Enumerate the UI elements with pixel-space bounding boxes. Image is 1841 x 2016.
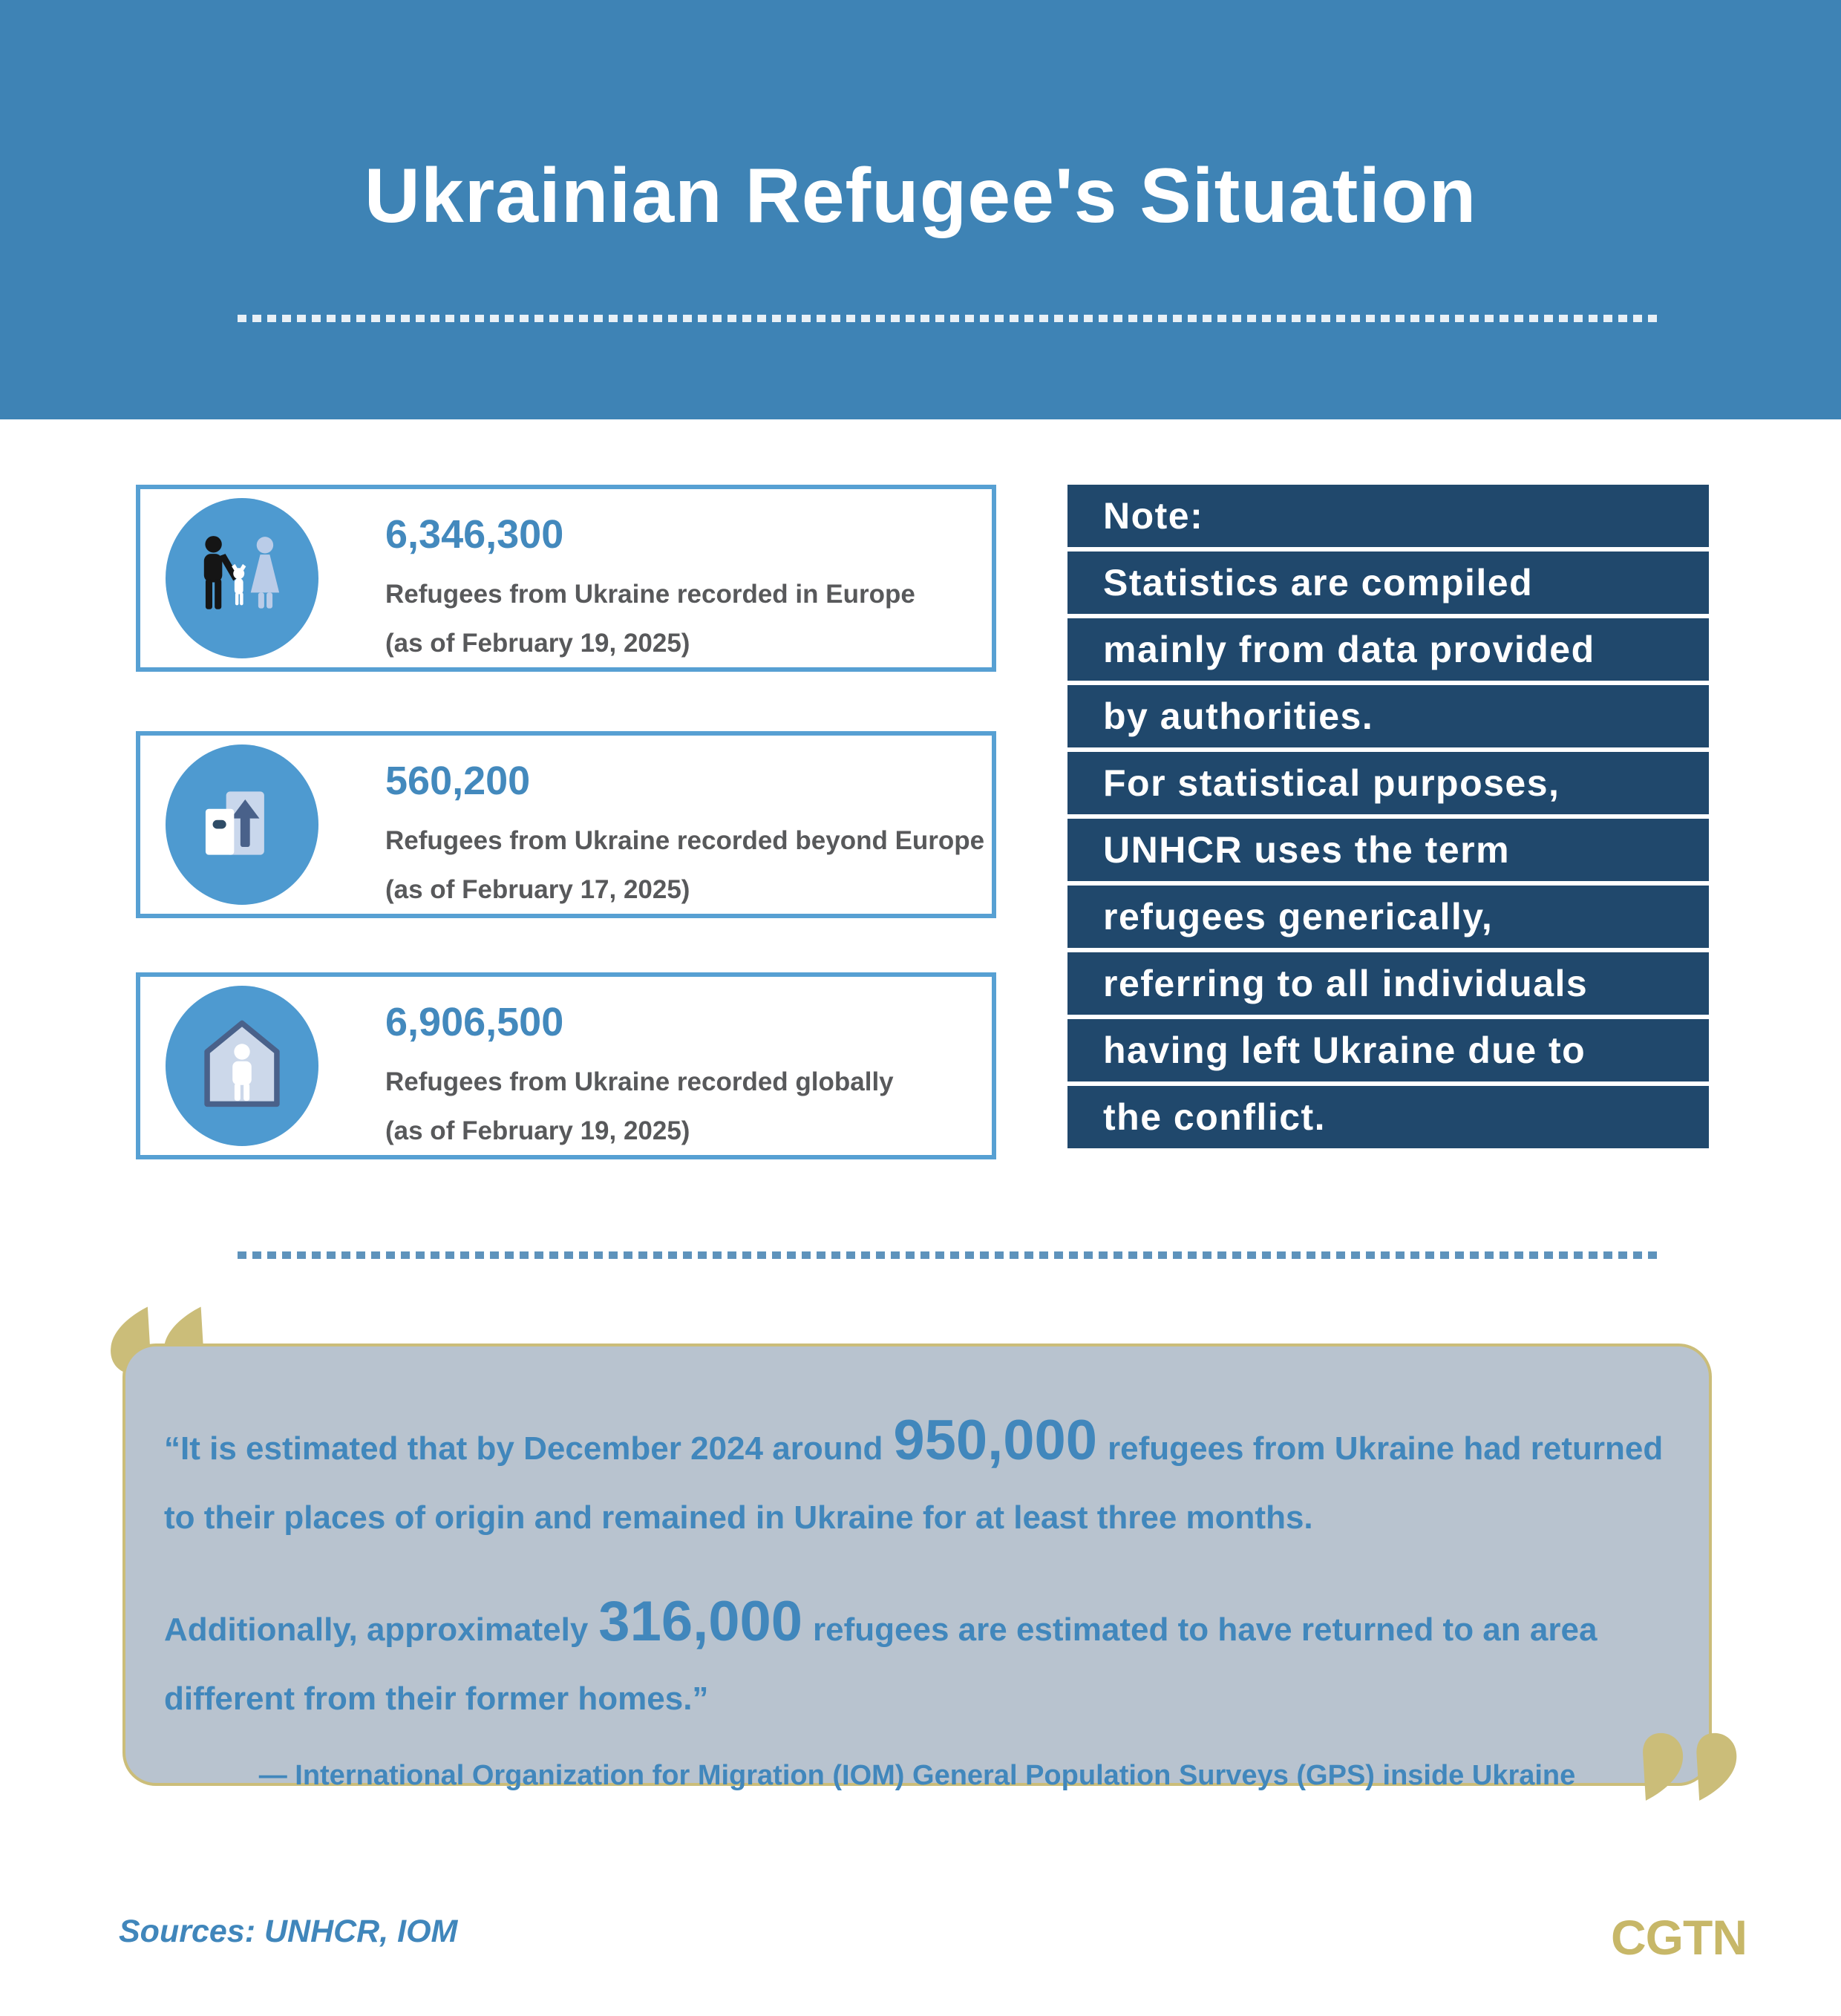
stat-card-global [136, 972, 996, 1159]
cgtn-logo: CGTN [1611, 1910, 1747, 1965]
note-line: having left Ukraine due to [1067, 1019, 1709, 1081]
stat-description: Refugees from Ukraine recorded beyond Europe [385, 826, 985, 855]
quote-attribution: — International Organization for Migration (IOM) General Population Surveys (GPS) inside Ukraine [258, 1759, 1576, 1791]
luggage-arrow-icon [194, 776, 290, 874]
stat-date: (as of February 19, 2025) [385, 629, 690, 658]
note-line: Statistics are compiled [1067, 552, 1709, 614]
stat-value: 6,906,500 [385, 1000, 564, 1044]
stat-date: (as of February 19, 2025) [385, 1116, 690, 1145]
note-line: the conflict. [1067, 1086, 1709, 1148]
sources-text: Sources: UNHCR, IOM [119, 1914, 458, 1949]
stat-card-beyond-europe [136, 731, 996, 918]
note-line: refugees generically, [1067, 886, 1709, 948]
header-divider [238, 315, 1657, 322]
quote-paragraph-1 [164, 1392, 1670, 1545]
person-in-shelter-icon [194, 1017, 290, 1116]
quote-highlight-number: 950,000 [893, 1409, 1098, 1472]
note-line: mainly from data provided [1067, 618, 1709, 681]
stat-icon-circle [166, 744, 318, 905]
quote-paragraph-2 [164, 1574, 1670, 1727]
note-line: Note: [1067, 485, 1709, 547]
stat-value: 560,200 [385, 759, 531, 803]
family-icon [194, 529, 290, 628]
note-box [1067, 485, 1709, 1153]
stat-icon-circle [166, 498, 318, 658]
section-divider [238, 1251, 1657, 1259]
quote-box [122, 1344, 1712, 1791]
quote-text: Additionally, approximately [164, 1611, 589, 1649]
stat-date: (as of February 17, 2025) [385, 875, 690, 904]
note-line: UNHCR uses the term [1067, 819, 1709, 881]
quote-highlight-number: 316,000 [598, 1590, 803, 1654]
close-quote-icon [1642, 1719, 1740, 1816]
quote-text: refugees are estimated to have returned to an area different from their former homes.” [164, 1611, 1598, 1718]
quote-text: “It is estimated that by December 2024 around [164, 1430, 883, 1467]
stat-description: Refugees from Ukraine recorded globally [385, 1067, 894, 1096]
page-title: Ukrainian Refugee's Situation [364, 153, 1477, 239]
stat-value: 6,346,300 [385, 512, 564, 557]
stat-icon-circle [166, 986, 318, 1146]
stat-card-europe [136, 485, 996, 672]
quote-text: refugees from Ukraine had returned to their places of origin and remained in Ukraine for at least three months. [164, 1430, 1664, 1536]
header-banner [0, 0, 1841, 419]
note-line: referring to all individuals [1067, 952, 1709, 1015]
note-line: by authorities. [1067, 685, 1709, 747]
stat-description: Refugees from Ukraine recorded in Europe [385, 580, 915, 609]
note-line: For statistical purposes, [1067, 752, 1709, 814]
